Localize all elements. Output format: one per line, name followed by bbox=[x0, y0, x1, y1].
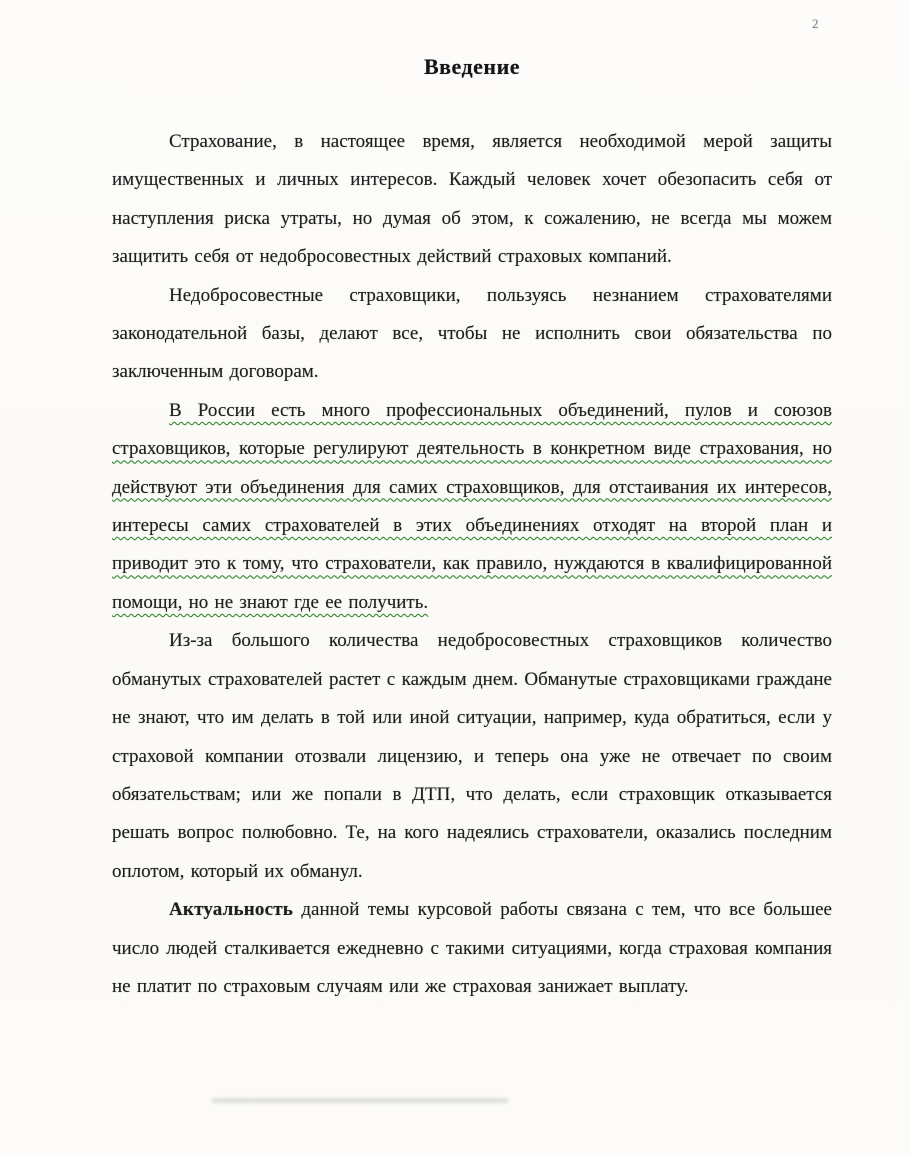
paragraph: Страхование, в настоящее время, является необходимой мерой защиты имущественных и личных интересов. Каждый человек хочет обезопасить себя от наступления риска утраты, но думая об этом, к сожалению, не всегда мы можем защитить себя от недобросовестных действий страховых компаний. bbox=[112, 131, 832, 268]
document-title: Введение bbox=[423, 54, 521, 79]
bold-lead-word: Актуальность bbox=[169, 899, 294, 921]
paragraph: Актуальность данной темы курсовой работы связана с тем, что все большее число людей сталкивается ежедневно с такими ситуациями, когда страховая компания не платит по страховым случаям или же страховая занижает выплату. bbox=[112, 899, 832, 997]
scan-artifact-smudge bbox=[212, 1098, 508, 1103]
paragraph-grammar-flagged: В России есть много профессиональных объединений, пулов и союзов страховщиков, которые регулируют деятельность в конкретном виде страхования, но действуют эти объединения для самих страховщиков, для отстаивания их интересов, интересы самих страхователей в этих объединениях отходят на второй план и приводит это к тому, что страхователи, как правило, нуждаются в квалифицированной помощи, но не знают где ее получить. bbox=[112, 399, 832, 613]
paragraph: Из-за большого количества недобросовестных страховщиков количество обманутых страхователей растет с каждым днем. Обманутые страховщиками граждане не знают, что им делать в той или иной ситуации, например, куда обратиться, если у страховой компании отозвали лицензию, и теперь она уже не отвечает по своим обязательствам; или же попали в ДТП, что делать, если страховщик отказывается решать вопрос полюбовно. Те, на кого надеялись страхователи, оказались последним оплотом, который их обманул. bbox=[112, 630, 832, 882]
paragraph: Недобросовестные страховщики, пользуясь незнанием страхователями законодательной базы, делают все, чтобы не исполнить свои обязательства по заключенным договорам. bbox=[112, 284, 832, 383]
page-number: 2 bbox=[812, 16, 819, 31]
paragraphs bbox=[112, 123, 832, 1006]
